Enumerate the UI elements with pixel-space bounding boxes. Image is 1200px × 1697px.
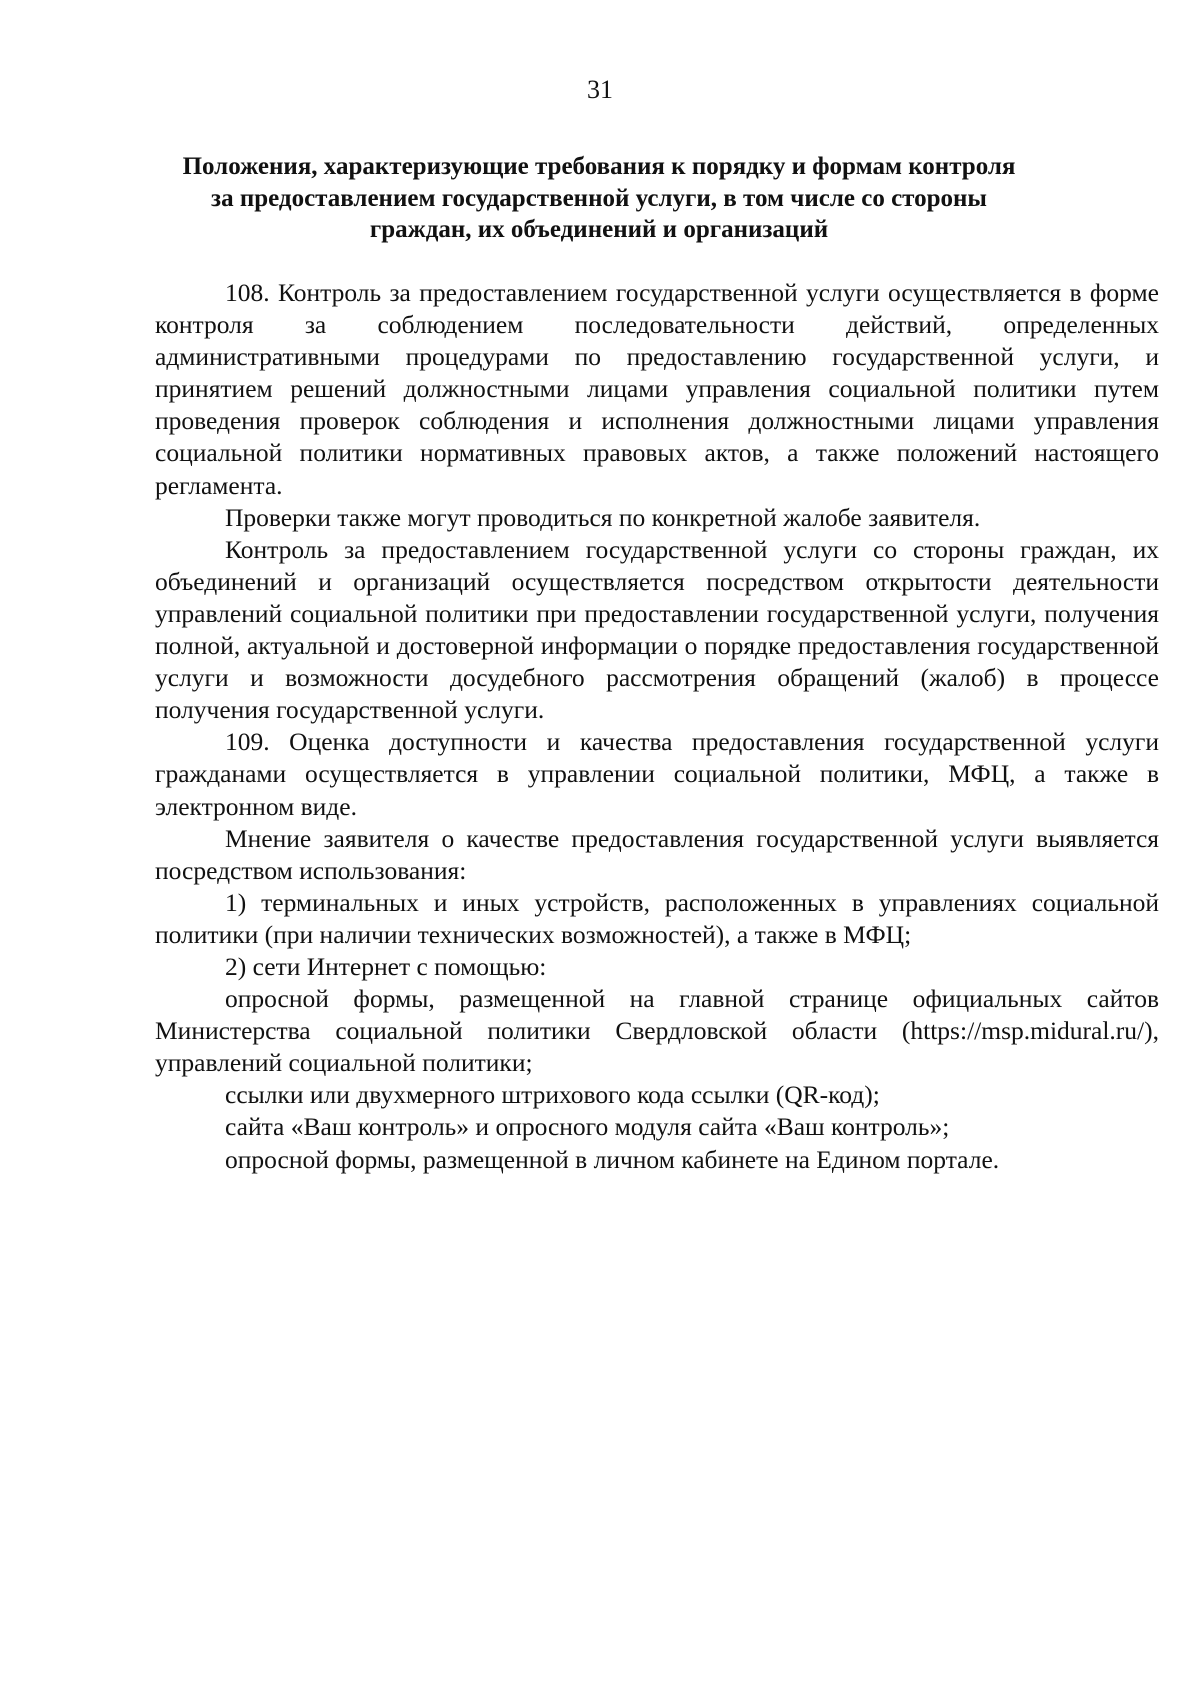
paragraph-109: 109. Оценка доступности и качества предоставления государственной услуги гражданами осуществляется в управлении социальной политики, МФЦ, а также в электронном виде. (155, 727, 1159, 821)
heading-line: граждан, их объединений и организаций (369, 216, 829, 243)
paragraph-public-control: Контроль за предоставлением государственной услуги со стороны граждан, их объединений и организаций осуществляется посредством открытости деятельности управлений социальной политики при предоставлении государственной услуги, получения полной, актуальной и достоверной информации о порядке предоставления государственной услуги и возможности досудебного рассмотрения обращений (жалоб) в процессе получения государственной услуги. (155, 534, 1159, 725)
paragraph-inspections: Проверки также могут проводиться по конкретной жалобе заявителя. (225, 502, 981, 532)
list-item-personal-account: опросной формы, размещенной в личном кабинете на Едином портале. (225, 1144, 1000, 1174)
heading-line: Положения, характеризующие требования к порядку и формам контроля (182, 153, 1016, 180)
document-body (155, 277, 1159, 1176)
paragraph-108: 108. Контроль за предоставлением государственной услуги осуществляется в форме контроля за соблюдением последовательности действий, определенных административными процедурами по предоставлению государственной услуги, и принятием решений должностными лицами управления социальной политики путем проведения проверок соблюдения и исполнения должностными лицами управления социальной политики нормативных правовых актов, а также положений настоящего регламента. (155, 278, 1159, 500)
list-item-survey-form: опросной формы, размещенной на главной странице официальных сайтов Министерства социальной политики Свердловской области (https://msp.midural.ru/), управлений социальной политики; (155, 984, 1159, 1078)
list-item-qr-code: ссылки или двухмерного штрихового кода ссылки (QR-код); (225, 1080, 880, 1110)
page-number: 31 (587, 75, 613, 104)
section-heading (150, 151, 1048, 246)
list-item-vash-kontrol: сайта «Ваш контроль» и опросного модуля сайта «Ваш контроль»; (225, 1112, 950, 1142)
heading-line: за предоставлением государственной услуги, в том числе со стороны (211, 184, 987, 212)
list-item-terminals: 1) терминальных и иных устройств, расположенных в управлениях социальной политики (при наличии технических возможностей), а также в МФЦ; (155, 887, 1159, 949)
paragraph-opinion: Мнение заявителя о качестве предоставления государственной услуги выявляется посредством использования: (155, 823, 1159, 885)
list-item-internet: 2) сети Интернет с помощью: (225, 951, 547, 981)
